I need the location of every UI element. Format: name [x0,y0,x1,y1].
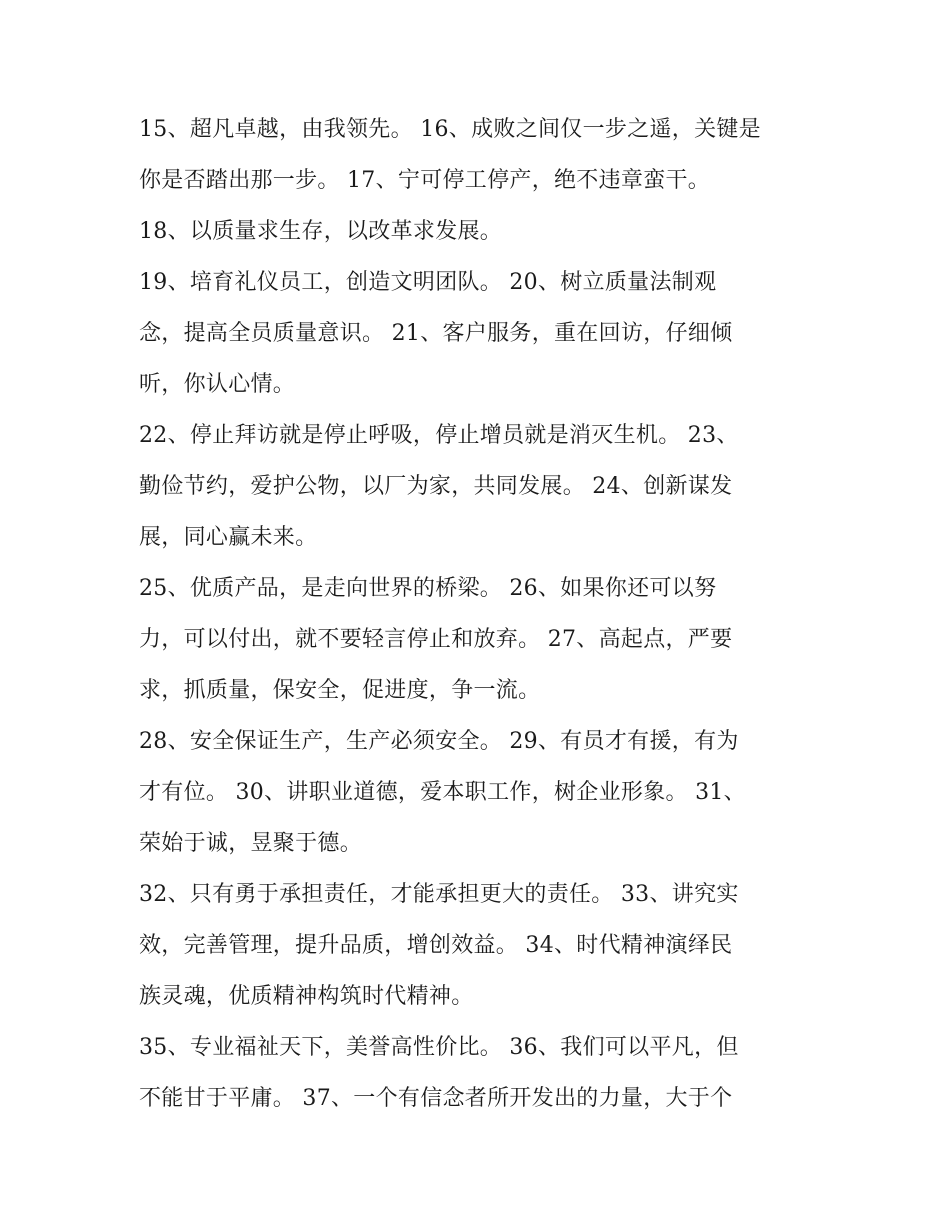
text-line: 念，提高全员质量意识。 21、客户服务，重在回访，仔细倾 [139,321,733,346]
text-line: 荣始于诚，昱聚于德。 [139,831,363,856]
text-line: 19、培育礼仪员工，创造文明团队。 20、树立质量法制观 [139,270,717,295]
text-line: 15、超凡卓越，由我领先。 16、成败之间仅一步之遥，关键是 [139,117,761,142]
text-line: 求，抓质量，保安全，促进度，争一流。 [139,678,541,703]
text-line: 25、优质产品，是走向世界的桥梁。 26、如果你还可以努 [139,576,717,601]
text-line: 听，你认心情。 [139,372,296,397]
text-line: 18、以质量求生存，以改革求发展。 [139,219,503,244]
text-line: 28、安全保证生产，生产必须安全。 29、有员才有援，有为 [139,729,739,754]
text-line: 35、专业福祉天下，美誉高性价比。 36、我们可以平凡，但 [139,1035,739,1060]
text-line: 勤俭节约，爱护公物，以厂为家，共同发展。 24、创新谋发 [139,474,733,499]
text-line: 不能甘于平庸。 37、一个有信念者所开发出的力量，大于个 [139,1086,733,1111]
text-line: 才有位。 30、讲职业道德，爱本职工作，树企业形象。 31、 [139,780,746,805]
document-body [139,104,819,1124]
text-line: 效，完善管理，提升品质，增创效益。 34、时代精神演绎民 [139,933,733,958]
text-line: 22、停止拜访就是停止呼吸，停止增员就是消灭生机。 23、 [139,423,739,448]
text-line: 32、只有勇于承担责任，才能承担更大的责任。 33、讲究实 [139,882,739,907]
text-line: 你是否踏出那一步。 17、宁可停工停产，绝不违章蛮干。 [139,168,711,193]
text-line: 族灵魂，优质精神构筑时代精神。 [139,984,474,1009]
text-line: 展，同心赢未来。 [139,525,318,550]
text-line: 力，可以付出，就不要轻言停止和放弃。 27、高起点，严要 [139,627,733,652]
